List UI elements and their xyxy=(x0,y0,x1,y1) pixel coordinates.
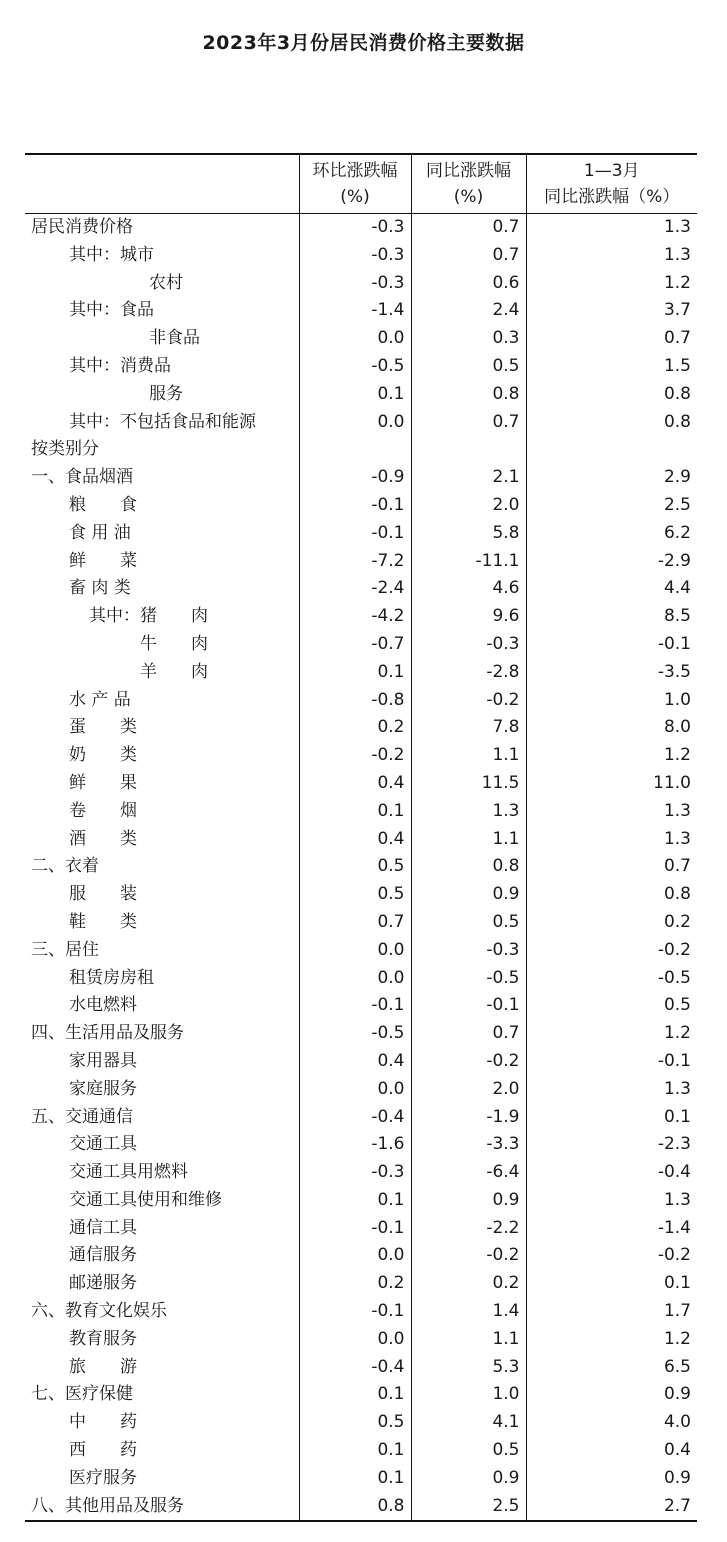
cpi-data-table xyxy=(25,153,697,1522)
yoy-value: -0.2 xyxy=(411,687,526,715)
row-label: 其中：城市 xyxy=(69,244,154,265)
yoy-value: 1.1 xyxy=(411,826,526,854)
table-row xyxy=(25,409,697,437)
header-yoy-line1: 同比涨跌幅 xyxy=(426,161,511,181)
row-label: 粮 食 xyxy=(69,494,137,515)
yoy-value: -0.2 xyxy=(411,1048,526,1076)
mom-value: -0.3 xyxy=(299,1159,411,1187)
table-row xyxy=(25,242,697,270)
ytd-value: 0.9 xyxy=(526,1465,697,1493)
yoy-value: -0.5 xyxy=(411,965,526,993)
header-mom-line2: (%) xyxy=(340,187,370,207)
yoy-value: 2.0 xyxy=(411,492,526,520)
row-label: 居民消费价格 xyxy=(31,217,133,237)
yoy-value: 9.6 xyxy=(411,603,526,631)
mom-value: -0.1 xyxy=(299,1298,411,1326)
mom-value: 0.0 xyxy=(299,937,411,965)
row-label: 六、教育文化娱乐 xyxy=(31,1301,167,1322)
yoy-value: 2.5 xyxy=(411,1493,526,1522)
row-label: 家用器具 xyxy=(69,1050,137,1071)
ytd-value: 1.0 xyxy=(526,687,697,715)
ytd-value: 1.2 xyxy=(526,270,697,298)
row-label: 教育服务 xyxy=(69,1328,137,1349)
yoy-value: 0.8 xyxy=(411,853,526,881)
mom-value: 0.5 xyxy=(299,1409,411,1437)
ytd-value: 1.3 xyxy=(526,242,697,270)
ytd-value: 1.3 xyxy=(526,214,697,242)
mom-value: -0.3 xyxy=(299,214,411,242)
mom-value: 0.0 xyxy=(299,1242,411,1270)
ytd-value: 1.7 xyxy=(526,1298,697,1326)
row-label: 一、食品烟酒 xyxy=(31,467,133,488)
table-row xyxy=(25,1381,697,1409)
table-row xyxy=(25,297,697,325)
yoy-value: -0.1 xyxy=(411,992,526,1020)
row-label: 西 药 xyxy=(69,1440,137,1461)
ytd-value: 6.5 xyxy=(526,1354,697,1382)
mom-value: -1.6 xyxy=(299,1131,411,1159)
ytd-value: -3.5 xyxy=(526,659,697,687)
row-label: 八、其他用品及服务 xyxy=(31,1495,184,1516)
yoy-value xyxy=(411,436,526,464)
row-label: 四、生活用品及服务 xyxy=(31,1023,184,1044)
yoy-value: 7.8 xyxy=(411,714,526,742)
table-row xyxy=(25,1131,697,1159)
mom-value: 0.4 xyxy=(299,770,411,798)
table-row xyxy=(25,1437,697,1465)
table-row xyxy=(25,881,697,909)
table-row xyxy=(25,909,697,937)
mom-value: 0.7 xyxy=(299,909,411,937)
table-row xyxy=(25,1104,697,1132)
yoy-value: 0.7 xyxy=(411,409,526,437)
table-row xyxy=(25,770,697,798)
mom-value: -0.7 xyxy=(299,631,411,659)
table-row xyxy=(25,742,697,770)
mom-value: -4.2 xyxy=(299,603,411,631)
mom-value: -0.4 xyxy=(299,1104,411,1132)
yoy-value: 0.9 xyxy=(411,1187,526,1215)
row-label: 其中：食品 xyxy=(69,300,154,321)
yoy-value: 1.4 xyxy=(411,1298,526,1326)
row-label: 服务 xyxy=(149,383,183,404)
ytd-value: 0.7 xyxy=(526,325,697,353)
mom-value: -0.1 xyxy=(299,492,411,520)
ytd-value: 8.0 xyxy=(526,714,697,742)
ytd-value: -0.4 xyxy=(526,1159,697,1187)
yoy-value: 5.8 xyxy=(411,520,526,548)
mom-value: 0.0 xyxy=(299,325,411,353)
yoy-value: 0.8 xyxy=(411,381,526,409)
table-row xyxy=(25,687,697,715)
ytd-value: 0.8 xyxy=(526,381,697,409)
ytd-value: 1.2 xyxy=(526,742,697,770)
table-row xyxy=(25,965,697,993)
ytd-value: -2.9 xyxy=(526,548,697,576)
ytd-value: 11.0 xyxy=(526,770,697,798)
table-row xyxy=(25,631,697,659)
yoy-value: 11.5 xyxy=(411,770,526,798)
row-label: 其中：猪 肉 xyxy=(89,606,208,627)
yoy-value: 1.1 xyxy=(411,1326,526,1354)
mom-value: -0.5 xyxy=(299,1020,411,1048)
ytd-value: 0.2 xyxy=(526,909,697,937)
table-row xyxy=(25,1493,697,1522)
table-row xyxy=(25,214,697,242)
yoy-value: -6.4 xyxy=(411,1159,526,1187)
table-row xyxy=(25,853,697,881)
table-row xyxy=(25,270,697,298)
mom-value: -2.4 xyxy=(299,575,411,603)
row-label: 二、衣着 xyxy=(31,856,99,877)
ytd-value: 0.1 xyxy=(526,1104,697,1132)
ytd-value: 1.2 xyxy=(526,1020,697,1048)
yoy-value: 0.7 xyxy=(411,1020,526,1048)
row-label: 通信工具 xyxy=(69,1217,137,1238)
row-label: 畜 肉 类 xyxy=(69,578,131,599)
ytd-value: 1.3 xyxy=(526,826,697,854)
mom-value: 0.8 xyxy=(299,1493,411,1522)
yoy-value: -0.3 xyxy=(411,937,526,965)
ytd-value: 1.3 xyxy=(526,1187,697,1215)
mom-value: -0.1 xyxy=(299,992,411,1020)
yoy-value: 0.5 xyxy=(411,353,526,381)
row-label: 家庭服务 xyxy=(69,1078,137,1099)
ytd-value: 0.1 xyxy=(526,1270,697,1298)
row-label: 奶 类 xyxy=(69,745,137,766)
row-label: 五、交通通信 xyxy=(31,1106,133,1127)
mom-value: -0.5 xyxy=(299,353,411,381)
row-label: 牛 肉 xyxy=(89,633,208,654)
row-label: 其中：消费品 xyxy=(69,355,171,376)
table-row xyxy=(25,603,697,631)
ytd-value: 1.3 xyxy=(526,1076,697,1104)
table-row xyxy=(25,1215,697,1243)
row-label: 交通工具 xyxy=(69,1134,137,1155)
mom-value: 0.1 xyxy=(299,381,411,409)
mom-value: 0.5 xyxy=(299,853,411,881)
mom-value: -0.1 xyxy=(299,520,411,548)
row-label: 酒 类 xyxy=(69,828,137,849)
row-label: 租赁房房租 xyxy=(69,967,154,988)
header-yoy-line2: (%) xyxy=(453,187,484,207)
table-row xyxy=(25,714,697,742)
row-label: 鞋 类 xyxy=(69,911,137,932)
row-label: 通信服务 xyxy=(69,1245,137,1266)
table-row xyxy=(25,381,697,409)
ytd-value: 0.4 xyxy=(526,1437,697,1465)
yoy-value: 0.2 xyxy=(411,1270,526,1298)
table-row xyxy=(25,1298,697,1326)
table-row xyxy=(25,826,697,854)
ytd-value: 4.0 xyxy=(526,1409,697,1437)
ytd-value: 1.5 xyxy=(526,353,697,381)
row-label: 羊 肉 xyxy=(89,661,208,682)
mom-value: 0.2 xyxy=(299,714,411,742)
table-row xyxy=(25,1020,697,1048)
row-label: 农村 xyxy=(149,272,183,293)
yoy-value: 2.1 xyxy=(411,464,526,492)
yoy-value: 0.9 xyxy=(411,881,526,909)
row-label: 中 药 xyxy=(69,1412,137,1433)
table-row xyxy=(25,1354,697,1382)
ytd-value: 1.3 xyxy=(526,798,697,826)
ytd-value: 2.9 xyxy=(526,464,697,492)
row-label: 非食品 xyxy=(149,328,200,349)
table-row xyxy=(25,548,697,576)
mom-value: -0.2 xyxy=(299,742,411,770)
table-row xyxy=(25,1076,697,1104)
row-label: 交通工具用燃料 xyxy=(69,1162,188,1183)
header-mom-line1: 环比涨跌幅 xyxy=(312,161,398,181)
row-label: 鲜 菜 xyxy=(69,550,137,571)
row-label: 食 用 油 xyxy=(69,522,131,543)
ytd-value: 0.7 xyxy=(526,853,697,881)
yoy-value: 4.6 xyxy=(411,575,526,603)
table-row xyxy=(25,1409,697,1437)
mom-value: 0.5 xyxy=(299,881,411,909)
mom-value: 0.1 xyxy=(299,1437,411,1465)
table-row xyxy=(25,798,697,826)
table-row xyxy=(25,520,697,548)
header-category xyxy=(25,154,299,214)
ytd-value: 0.8 xyxy=(526,881,697,909)
yoy-value: -0.3 xyxy=(411,631,526,659)
ytd-value: 4.4 xyxy=(526,575,697,603)
table-body xyxy=(25,214,697,1522)
yoy-value: -2.2 xyxy=(411,1215,526,1243)
yoy-value: 0.5 xyxy=(411,1437,526,1465)
ytd-value: -0.5 xyxy=(526,965,697,993)
yoy-value: 4.1 xyxy=(411,1409,526,1437)
mom-value: 0.0 xyxy=(299,965,411,993)
ytd-value: -0.2 xyxy=(526,1242,697,1270)
table-row xyxy=(25,1465,697,1493)
table-row xyxy=(25,1048,697,1076)
ytd-value: 8.5 xyxy=(526,603,697,631)
table-header-row xyxy=(25,154,697,214)
mom-value: 0.1 xyxy=(299,659,411,687)
mom-value: 0.1 xyxy=(299,1465,411,1493)
mom-value: -0.8 xyxy=(299,687,411,715)
ytd-value xyxy=(526,436,697,464)
row-label: 按类别分 xyxy=(31,439,99,460)
header-mom xyxy=(299,154,411,214)
row-label: 水 产 品 xyxy=(69,689,131,710)
table-row xyxy=(25,992,697,1020)
row-label: 交通工具使用和维修 xyxy=(69,1189,222,1210)
row-label: 鲜 果 xyxy=(69,772,137,793)
header-ytd-line1: 1—3月 xyxy=(583,161,640,181)
mom-value: 0.2 xyxy=(299,1270,411,1298)
row-label: 旅 游 xyxy=(69,1356,137,1377)
mom-value: -0.9 xyxy=(299,464,411,492)
table-row xyxy=(25,1187,697,1215)
yoy-value: -0.2 xyxy=(411,1242,526,1270)
mom-value: 0.1 xyxy=(299,798,411,826)
ytd-value: -2.3 xyxy=(526,1131,697,1159)
row-label: 水电燃料 xyxy=(69,995,137,1016)
ytd-value: -0.1 xyxy=(526,1048,697,1076)
mom-value: 0.4 xyxy=(299,826,411,854)
yoy-value: 0.7 xyxy=(411,214,526,242)
mom-value: 0.0 xyxy=(299,1326,411,1354)
mom-value: 0.0 xyxy=(299,1076,411,1104)
yoy-value: -2.8 xyxy=(411,659,526,687)
ytd-value: 0.8 xyxy=(526,409,697,437)
yoy-value: 5.3 xyxy=(411,1354,526,1382)
header-ytd xyxy=(526,154,697,214)
ytd-value: 0.9 xyxy=(526,1381,697,1409)
ytd-value: 2.5 xyxy=(526,492,697,520)
yoy-value: 1.0 xyxy=(411,1381,526,1409)
ytd-value: 0.5 xyxy=(526,992,697,1020)
header-ytd-line2: 同比涨跌幅（%） xyxy=(544,187,680,207)
row-label: 三、居住 xyxy=(31,939,99,960)
page-title: 2023年3月份居民消费价格主要数据 xyxy=(202,32,525,54)
yoy-value: 2.4 xyxy=(411,297,526,325)
mom-value: 0.1 xyxy=(299,1187,411,1215)
mom-value xyxy=(299,436,411,464)
row-label: 医疗服务 xyxy=(69,1467,137,1488)
table-row xyxy=(25,1242,697,1270)
row-label: 蛋 类 xyxy=(69,717,137,738)
mom-value: 0.1 xyxy=(299,1381,411,1409)
table-row xyxy=(25,325,697,353)
mom-value: -7.2 xyxy=(299,548,411,576)
mom-value: -0.3 xyxy=(299,242,411,270)
table-row xyxy=(25,492,697,520)
yoy-value: 2.0 xyxy=(411,1076,526,1104)
yoy-value: 0.9 xyxy=(411,1465,526,1493)
table-row xyxy=(25,1270,697,1298)
table-row xyxy=(25,353,697,381)
ytd-value: -1.4 xyxy=(526,1215,697,1243)
yoy-value: -3.3 xyxy=(411,1131,526,1159)
table-row xyxy=(25,1326,697,1354)
row-label: 服 装 xyxy=(69,884,137,905)
ytd-value: -0.2 xyxy=(526,937,697,965)
row-label: 邮递服务 xyxy=(69,1273,137,1294)
yoy-value: 0.3 xyxy=(411,325,526,353)
mom-value: 0.4 xyxy=(299,1048,411,1076)
table-row xyxy=(25,464,697,492)
mom-value: -0.4 xyxy=(299,1354,411,1382)
yoy-value: 1.3 xyxy=(411,798,526,826)
mom-value: -0.1 xyxy=(299,1215,411,1243)
yoy-value: -11.1 xyxy=(411,548,526,576)
table-row xyxy=(25,575,697,603)
ytd-value: 6.2 xyxy=(526,520,697,548)
yoy-value: 0.7 xyxy=(411,242,526,270)
table-row xyxy=(25,436,697,464)
mom-value: -1.4 xyxy=(299,297,411,325)
row-label: 七、医疗保健 xyxy=(31,1384,133,1405)
ytd-value: -0.1 xyxy=(526,631,697,659)
ytd-value: 2.7 xyxy=(526,1493,697,1522)
mom-value: 0.0 xyxy=(299,409,411,437)
row-label: 其中：不包括食品和能源 xyxy=(69,411,256,432)
row-label: 卷 烟 xyxy=(69,800,137,821)
table-row xyxy=(25,937,697,965)
table-row xyxy=(25,659,697,687)
ytd-value: 1.2 xyxy=(526,1326,697,1354)
yoy-value: 0.5 xyxy=(411,909,526,937)
yoy-value: 0.6 xyxy=(411,270,526,298)
yoy-value: 1.1 xyxy=(411,742,526,770)
ytd-value: 3.7 xyxy=(526,297,697,325)
header-yoy xyxy=(411,154,526,214)
yoy-value: -1.9 xyxy=(411,1104,526,1132)
mom-value: -0.3 xyxy=(299,270,411,298)
table-row xyxy=(25,1159,697,1187)
